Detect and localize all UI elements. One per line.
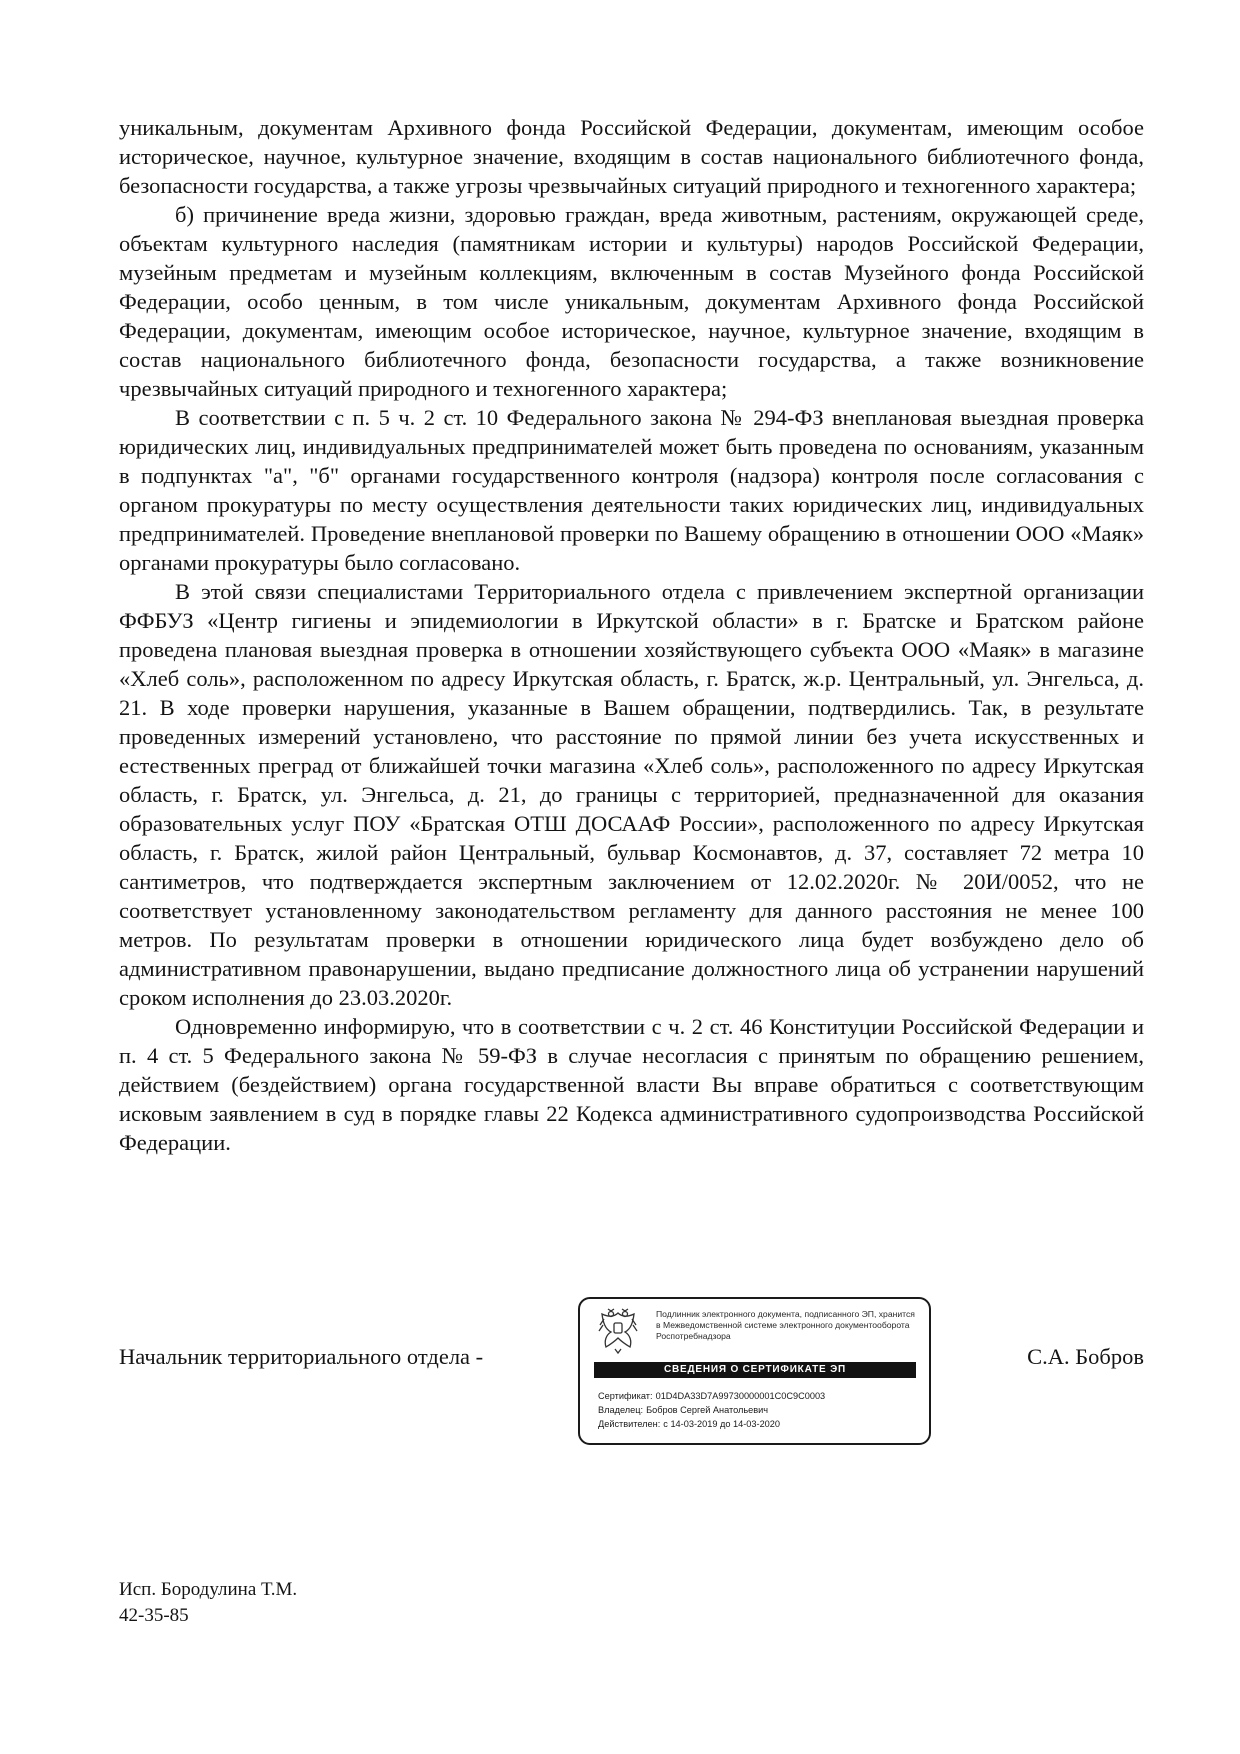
signer-position: Начальник территориального отдела - — [119, 1344, 484, 1369]
owner-label: Владелец: — [598, 1405, 644, 1415]
owner-line — [598, 1403, 825, 1417]
signature-block — [119, 1297, 1144, 1457]
paragraph-inspection-results: В этой связи специалистами Территориального отдела с привлечением экспертной организации ФФБУЗ «Центр гигиены и эпидемиологии в Иркутской области» в г. Братске и Братском районе проведена плановая выездная проверка в отношении хозяйствующего субъекта ООО «Маяк» в магазине «Хлеб соль», расположенном по адресу Иркутская область, г. Братск, ж.р. Центральный, ул. Энгельса, д. 21. В ходе проверки нарушения, указанные в Вашем обращении, подтвердились. Так, в результате проведенных измерений установлено, что расстояние по прямой линии без учета искусственных и естественных преград от ближайшей точки магазина «Хлеб соль», расположенного по адресу Иркутская область, г. Братск, ул. Энгельса, д. 21, до границы с территорией, предназначенной для оказания образовательных услуг ПОУ «Братская ОТШ ДОСААФ России», расположенного по адресу Иркутская область, г. Братск, жилой район Центральный, бульвар Космонавтов, д. 37, составляет 72 метра 10 сантиметров, что подтверждается экспертным заключением от 12.02.2020г. № 20И/0052, что не соответствует установленному законодательством регламенту для данного расстояния не менее 100 метров. По результатам проверки в отношении юридического лица будет возбуждено дело об административном правонарушении, выдано предписание должностного лица об устранении нарушений сроком исполнения до 23.03.2020г. — [119, 579, 1144, 1010]
certificate-label: Сертификат: — [598, 1391, 653, 1401]
electronic-signature-stamp — [578, 1297, 931, 1445]
validity-label: Действителен: — [598, 1419, 661, 1429]
coat-of-arms-icon — [594, 1305, 642, 1355]
paragraph-legal-basis: В соответствии с п. 5 ч. 2 ст. 10 Федерального закона № 294-ФЗ внеплановая выездная проверка юридических лиц, индивидуальных предпринимателей может быть проведена по основаниям, указанным в подпунктах "а", "б" органами государственного контроля (надзора) контроля после согласования с органом прокуратуры по месту осуществления деятельности таких юридических лиц, индивидуальных предпринимателей. Проведение внеплановой проверки по Вашему обращению в отношении ООО «Маяк» органами прокуратуры было согласовано. — [119, 405, 1144, 575]
owner-name: Бобров Сергей Анатольевич — [646, 1405, 769, 1415]
certificate-number: 01D4DA33D7A99730000001C0C9C0003 — [655, 1391, 826, 1401]
letter-body — [119, 113, 1144, 1157]
executor-phone: 42-35-85 — [119, 1605, 189, 1626]
certificate-header: СВЕДЕНИЯ О СЕРТИФИКАТЕ ЭП — [594, 1362, 916, 1378]
paragraph-continuation: уникальным, документам Архивного фонда Российской Федерации, документам, имеющим особое историческое, научное, культурное значение, входящим в состав национального библиотечного фонда, безопасности государства, а также угрозы чрезвычайных ситуаций природного и техногенного характера; — [119, 115, 1144, 198]
certificate-line — [598, 1389, 825, 1403]
certificate-details — [598, 1389, 825, 1431]
signer-name: С.А. Бобров — [1027, 1344, 1144, 1369]
executor-info — [119, 1577, 297, 1629]
paragraph-item-b: б) причинение вреда жизни, здоровью граждан, вреда животным, растениям, окружающей среде, объектам культурного наследия (памятникам истории и культуры) народов Российской Федерации, музейным предметам и музейным коллекциям, включенным в состав Музейного фонда Российской Федерации, особо ценным, в том числе уникальным, документам Архивного фонда Российской Федерации, документам, имеющим особое историческое, научное, культурное значение, входящим в состав национального библиотечного фонда, безопасности государства, а также возникновение чрезвычайных ситуаций природного и техногенного характера; — [119, 202, 1144, 401]
executor-name: Исп. Бородулина Т.М. — [119, 1579, 298, 1600]
validity-line — [598, 1417, 825, 1431]
paragraph-appeal-rights: Одновременно информирую, что в соответствии с ч. 2 ст. 46 Конституции Российской Федерации и п. 4 ст. 5 Федерального закона № 59-ФЗ в случае несогласия с принятым по обращению решением, действием (бездействием) органа государственной власти Вы вправе обратиться с соответствующим исковым заявлением в суд в порядке главы 22 Кодекса административного судопроизводства Российской Федерации. — [119, 1014, 1144, 1155]
stamp-note: Подлинник электронного документа, подписанного ЭП, хранится в Межведомственной системе электронного документооборота Роспотребнадзора — [656, 1309, 915, 1341]
validity-period: с 14-03-2019 до 14-03-2020 — [663, 1419, 781, 1429]
